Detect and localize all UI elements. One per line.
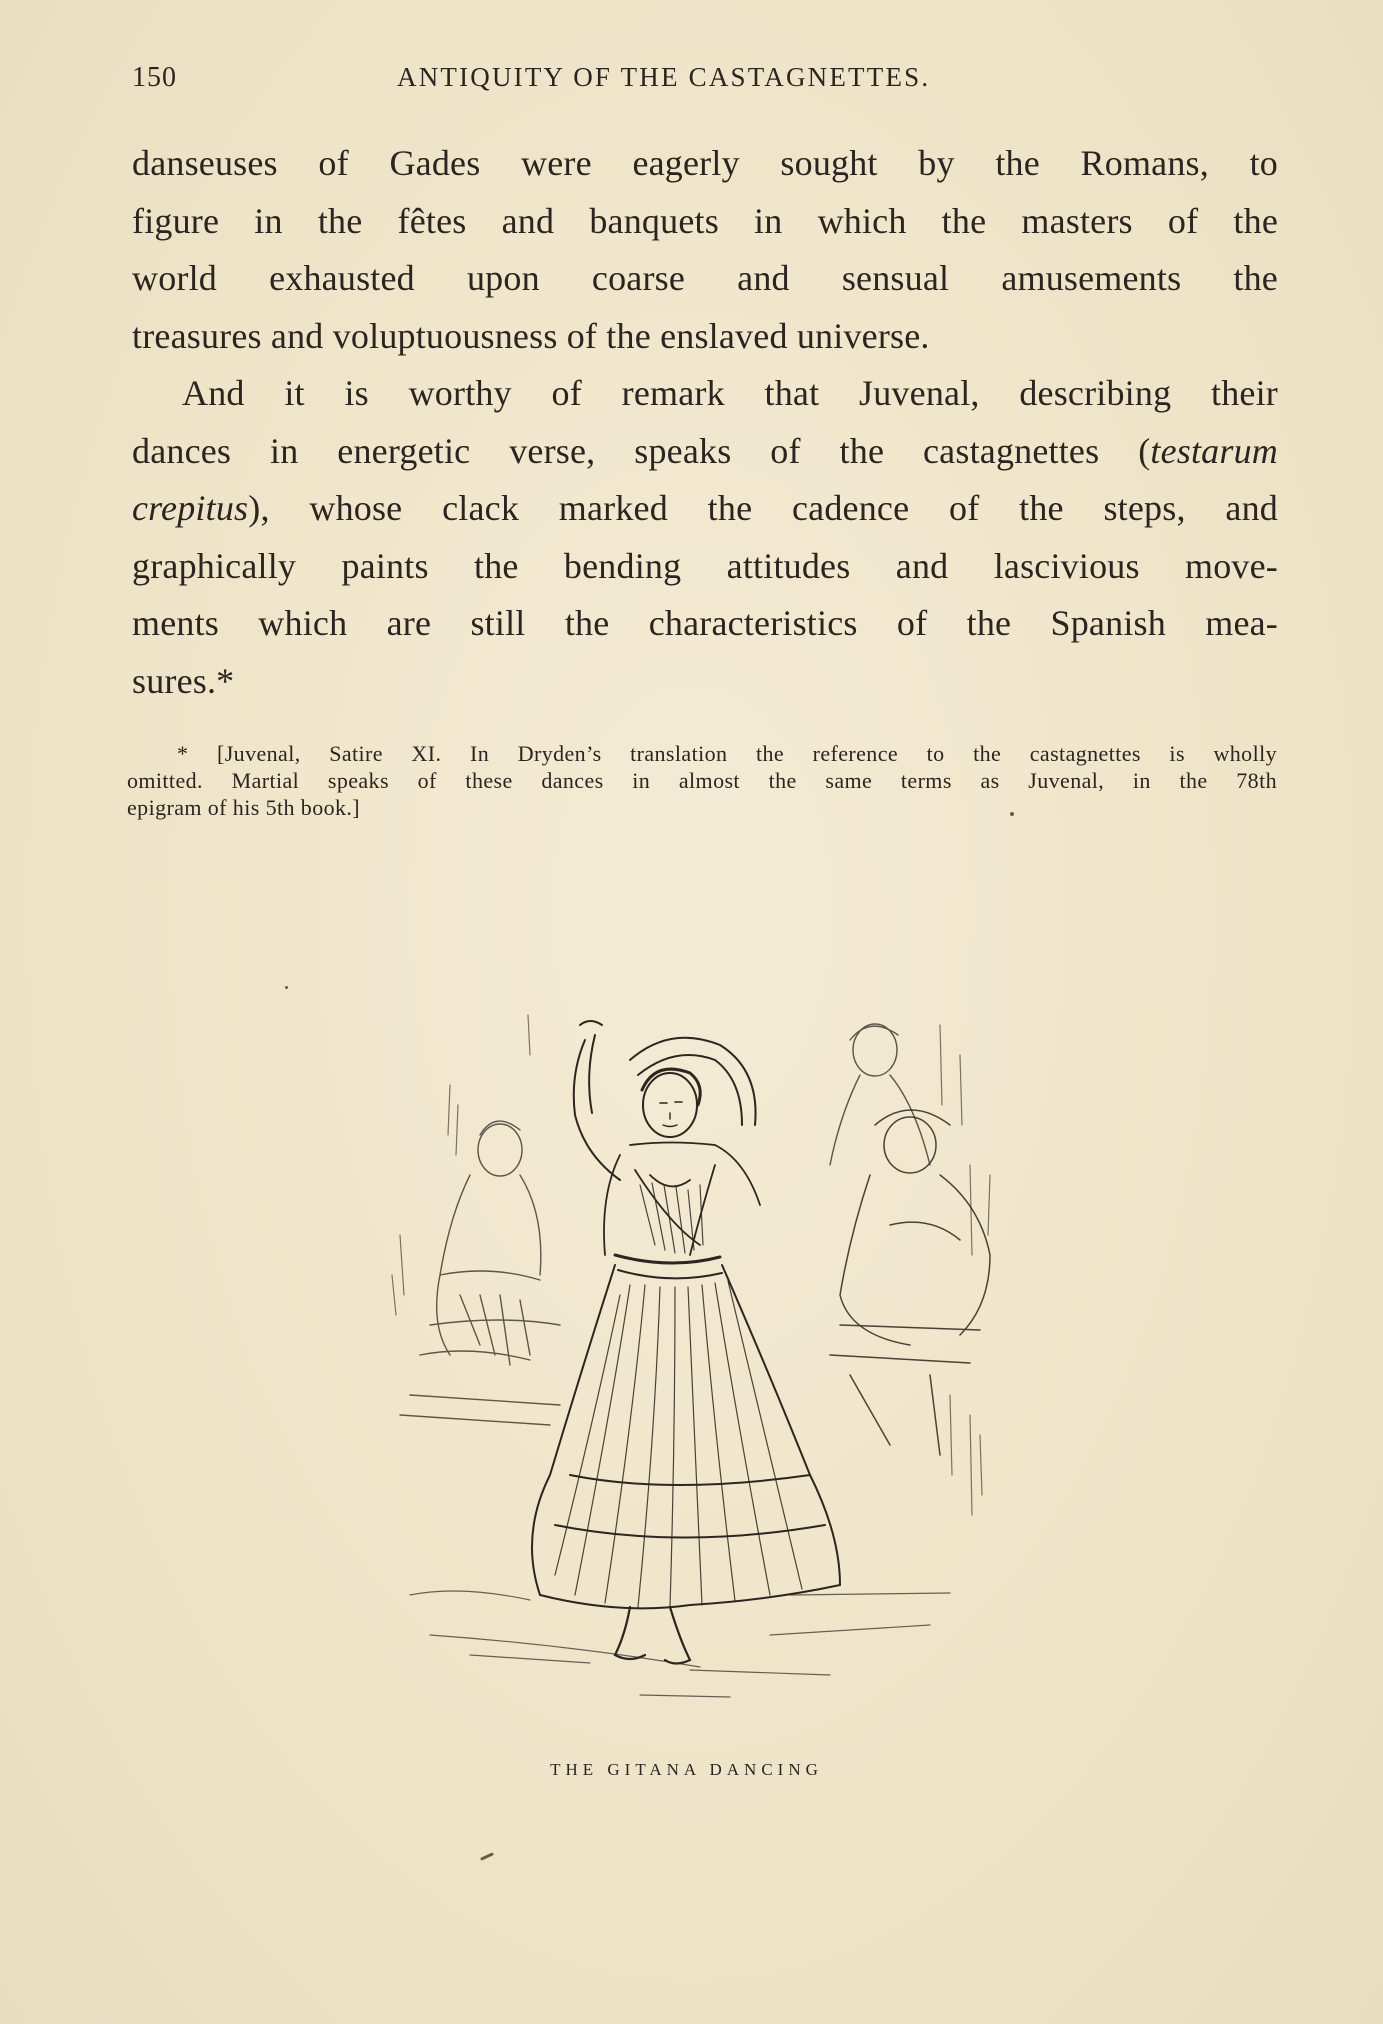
text-line: ments which are still the characteristics of the Spanish mea-: [132, 603, 1278, 643]
italic-term: crepitus: [132, 488, 249, 528]
engraving-gitana-dancing: [370, 995, 1030, 1725]
footnote-line: * [Juvenal, Satire XI. In Dryden’s translation the reference to the castagnettes is wholly: [177, 741, 1277, 766]
page-header: [132, 62, 1278, 102]
print-speck: [480, 1852, 494, 1861]
text-fragment: dances in energetic verse, speaks of the castagnettes (: [132, 430, 1151, 471]
text-line: sures.*: [132, 660, 235, 701]
text-line: treasures and voluptuousness of the enslaved universe.: [132, 315, 930, 356]
print-speck: [1010, 812, 1014, 816]
page-number: 150: [132, 62, 177, 93]
text-line: world exhausted upon coarse and sensual amusements the: [132, 258, 1278, 298]
footnote-line: epigram of his 5th book.]: [127, 795, 361, 820]
running-head: ANTIQUITY OF THE CASTAGNETTES.: [397, 62, 931, 92]
print-speck: [285, 986, 288, 989]
text-line: figure in the fêtes and banquets in which the masters of the: [132, 200, 1278, 241]
text-line-with-italic: [132, 423, 1278, 481]
text-fragment: ), whose clack marked the cadence of the steps, and: [248, 488, 1278, 528]
footnote-line: omitted. Martial speaks of these dances in almost the same terms as Juvenal, in the 78th: [127, 768, 1277, 793]
figure-caption: [0, 1760, 1383, 1780]
text-line: And it is worthy of remark that Juvenal, describing their: [182, 373, 1278, 413]
body-text: [132, 135, 1278, 710]
caption-text: THE GITANA DANCING: [550, 1760, 823, 1779]
text-line: graphically paints the bending attitudes and lascivious move-: [132, 545, 1278, 586]
italic-term: testarum: [1150, 430, 1278, 471]
footnote: [127, 740, 1277, 821]
text-line: danseuses of Gades were eagerly sought by the Romans, to: [132, 143, 1278, 183]
text-line-with-italic: [132, 480, 1278, 538]
